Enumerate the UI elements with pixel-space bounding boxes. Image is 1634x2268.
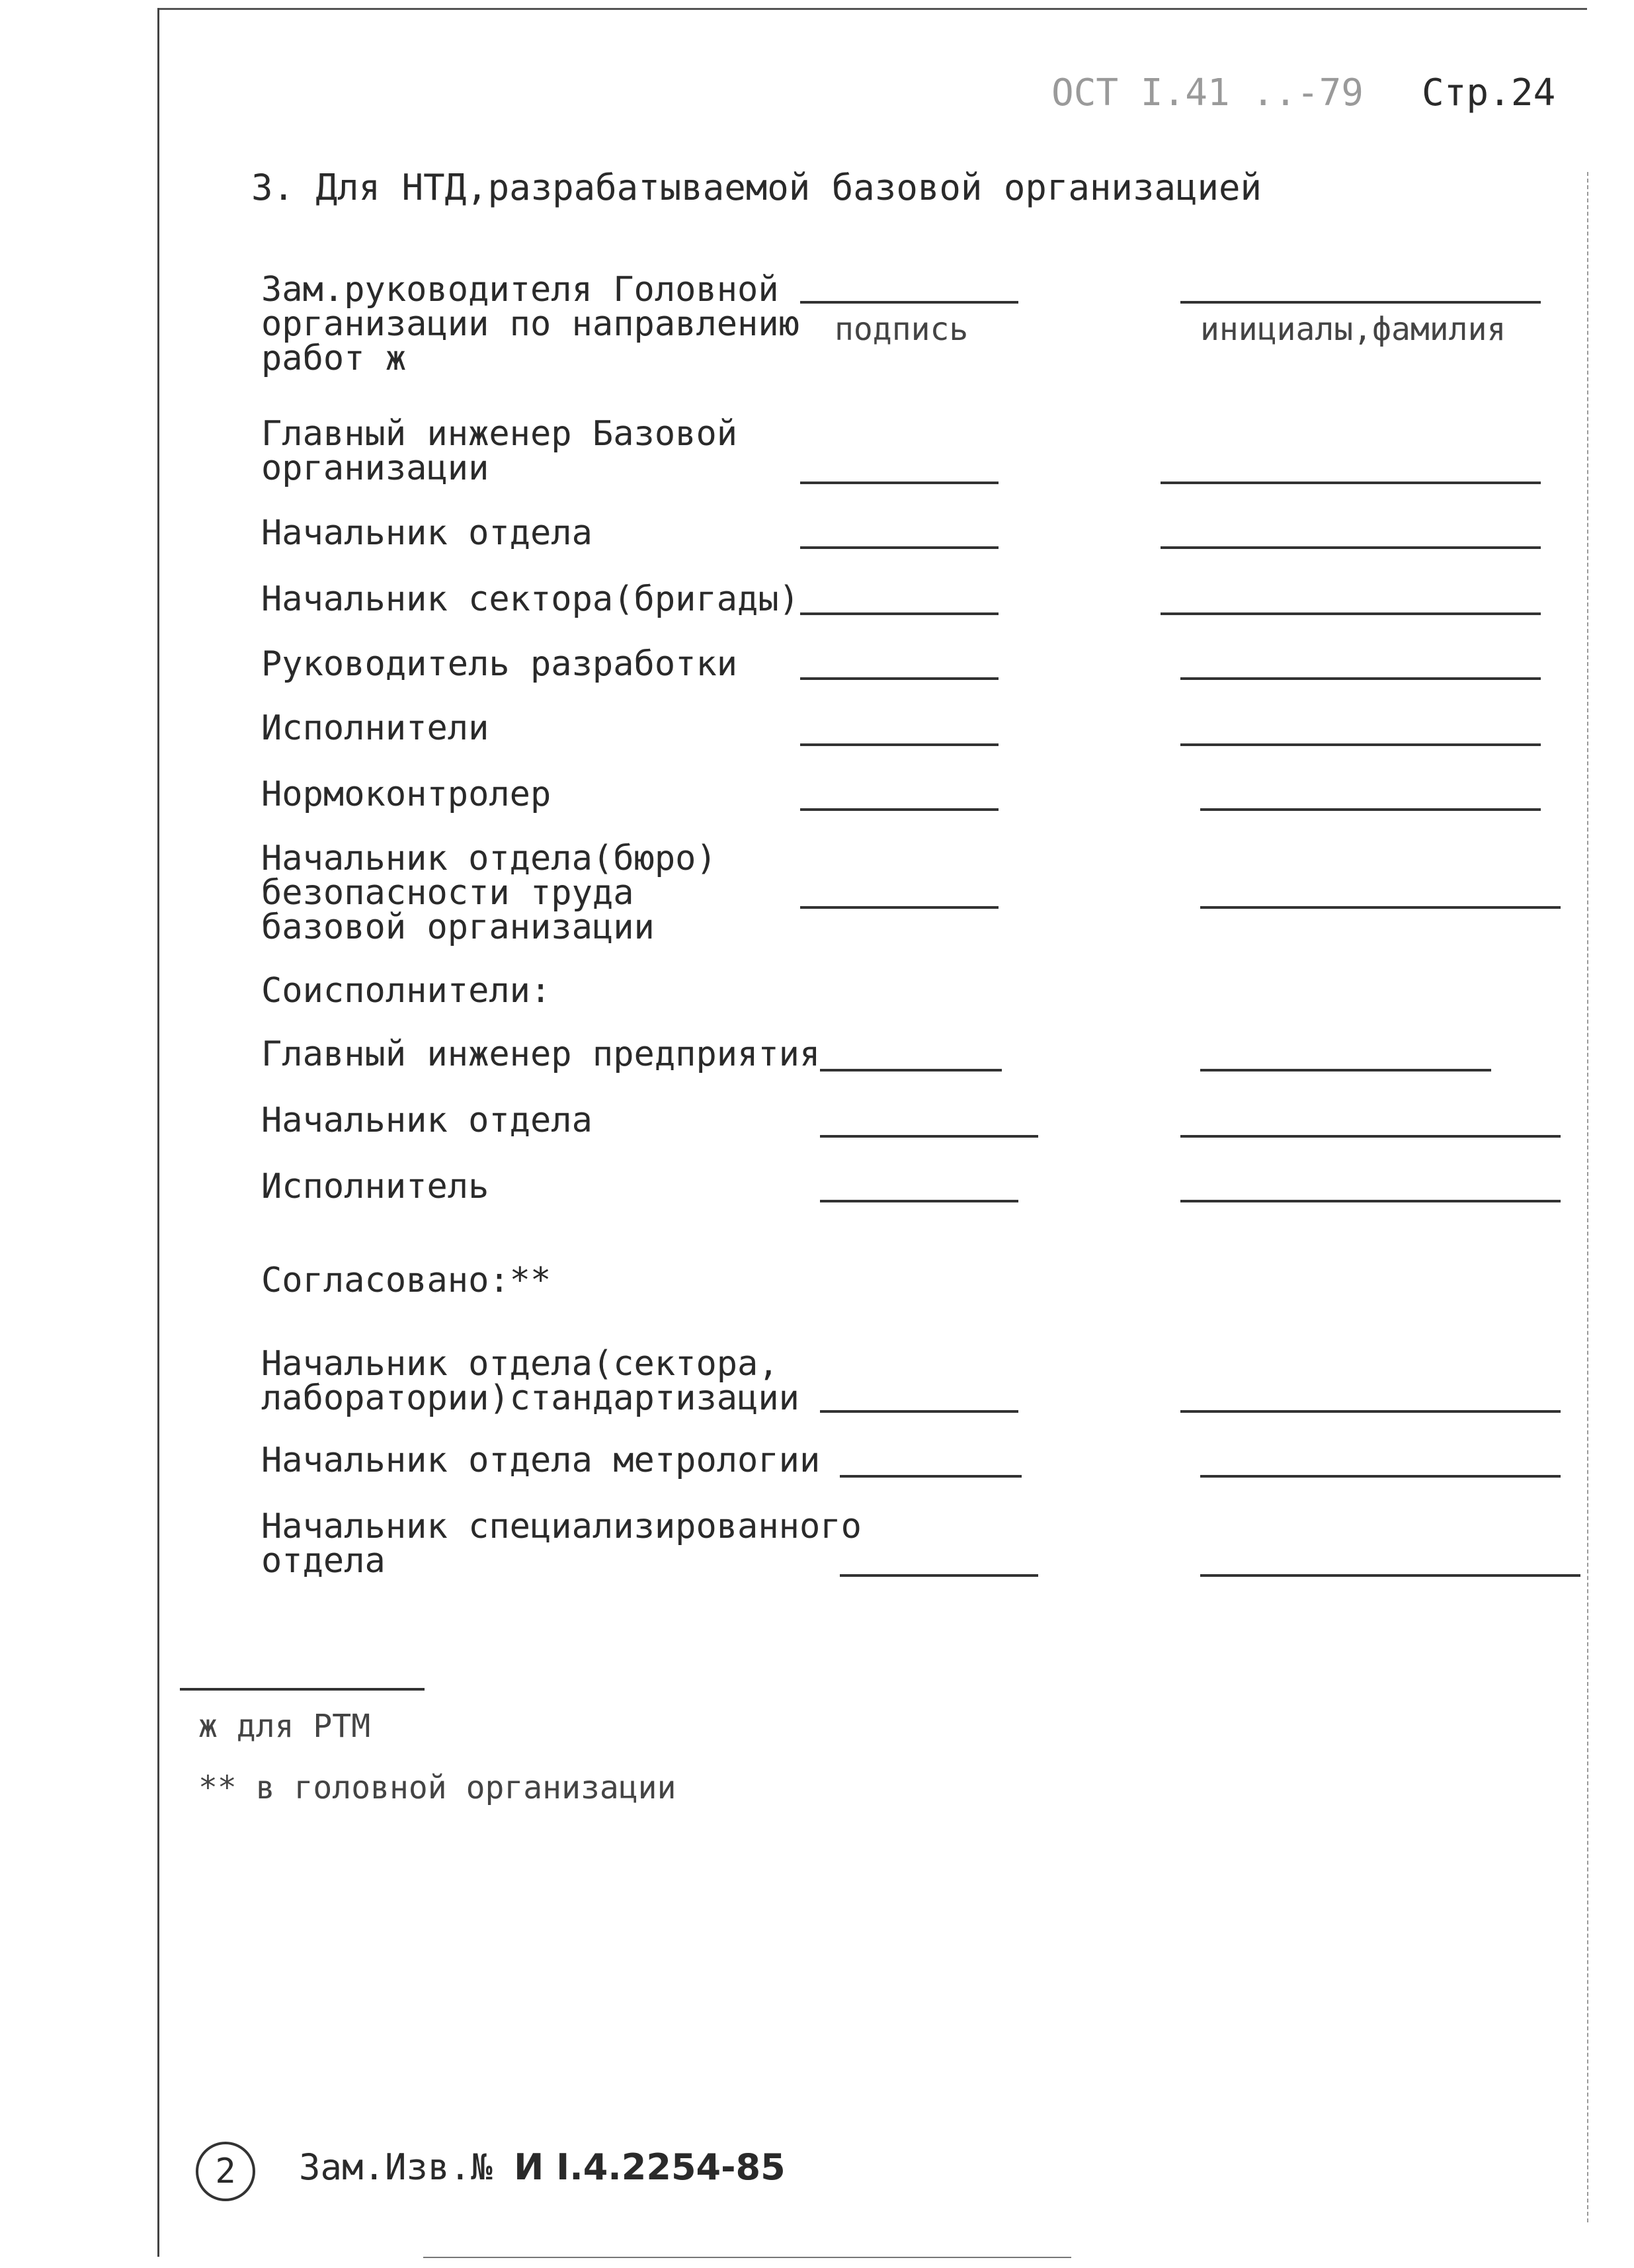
row-label-chief-engineer: Главный инженер Базовой организации (261, 414, 738, 488)
name-line-dev-lead (1180, 677, 1541, 680)
signature-line-co-executor (820, 1200, 1018, 1202)
signature-line-dept-head (800, 546, 999, 549)
row-label-sector-head: Начальник сектора(бригады) (261, 579, 799, 619)
name-line-standardization-head (1180, 1410, 1561, 1413)
row-label-executors: Исполнители (261, 708, 489, 748)
name-line-metrology-head (1200, 1475, 1561, 1478)
signature-line-sector-head (800, 612, 999, 615)
section-title: 3. Для НТД,разрабатываемой базовой организацией (251, 167, 1262, 208)
signature-line-dev-lead (800, 677, 999, 680)
name-line-safety-head (1200, 906, 1561, 909)
signature-line-chief-engineer (800, 482, 999, 484)
footnote-2: ** в головной организации (198, 1769, 676, 1806)
row-label-metrology-head: Начальник отдела метрологии (261, 1441, 821, 1480)
name-line-executors (1180, 743, 1541, 746)
page-border-top (159, 8, 1587, 10)
change-number-circle: 2 (196, 2142, 255, 2201)
footnote-rule (180, 1688, 425, 1691)
signature-line-executors (800, 743, 999, 746)
signature-line-metrology-head (840, 1475, 1022, 1478)
signature-line-specialized-head (840, 1574, 1038, 1577)
name-line-chief-engineer (1161, 482, 1541, 484)
caption-name: инициалы,фамилия (1200, 311, 1506, 348)
change-notice-label: Зам.Изв.№ (299, 2146, 493, 2188)
row-label-dept-head: Начальник отдела (261, 513, 592, 553)
row-label-norm-controller: Нормоконтролер (261, 775, 551, 814)
name-line-co-dept-head (1180, 1135, 1561, 1138)
row-label-enterprise-chief-engineer: Главный инженер предприятия (261, 1034, 821, 1074)
row-label-co-executor: Исполнитель (261, 1167, 489, 1206)
signature-line-co-dept-head (820, 1135, 1038, 1138)
signature-line-enterprise-chief-engineer (820, 1069, 1002, 1071)
change-notice (299, 2146, 786, 2188)
name-line-sector-head (1161, 612, 1541, 615)
signature-line-norm-controller (800, 808, 999, 811)
name-line-norm-controller (1200, 808, 1541, 811)
caption-signature: подпись (835, 311, 969, 348)
name-line-specialized-head (1200, 1574, 1580, 1577)
change-notice-stamp: И I.4.2254-85 (514, 2146, 786, 2188)
row-label-specialized-head: Начальник специализированного отдела (261, 1507, 862, 1581)
name-line-co-executor (1180, 1200, 1561, 1202)
row-label-deputy-head: Зам.руководителя Головной организации по направлению работ ж (261, 270, 799, 378)
page-border-left (157, 8, 159, 2257)
standard-code: ОСТ I.41 ..-79 (1051, 71, 1364, 114)
page-number: Стр.24 (1422, 71, 1556, 114)
row-label-agreed: Согласовано:** (261, 1261, 551, 1300)
row-label-dev-lead: Руководитель разработки (261, 644, 738, 684)
row-label-standardization-head: Начальник отдела(сектора, лаборатории)стандартизации (261, 1344, 799, 1418)
footnote-1: ж для РТМ (198, 1708, 371, 1745)
row-label-co-executors: Соисполнители: (261, 971, 551, 1011)
signature-line-safety-head (800, 906, 999, 909)
name-line-dept-head (1161, 546, 1541, 549)
row-label-co-dept-head: Начальник отдела (261, 1101, 592, 1140)
page-border-right (1587, 172, 1588, 2222)
page-border-bottom (423, 2257, 1071, 2258)
name-line-deputy-head (1180, 301, 1541, 304)
signature-line-deputy-head (800, 301, 1018, 304)
name-line-enterprise-chief-engineer (1200, 1069, 1491, 1071)
row-label-safety-head: Начальник отдела(бюро) безопасности труда базовой организации (261, 839, 717, 947)
signature-line-standardization-head (820, 1410, 1018, 1413)
